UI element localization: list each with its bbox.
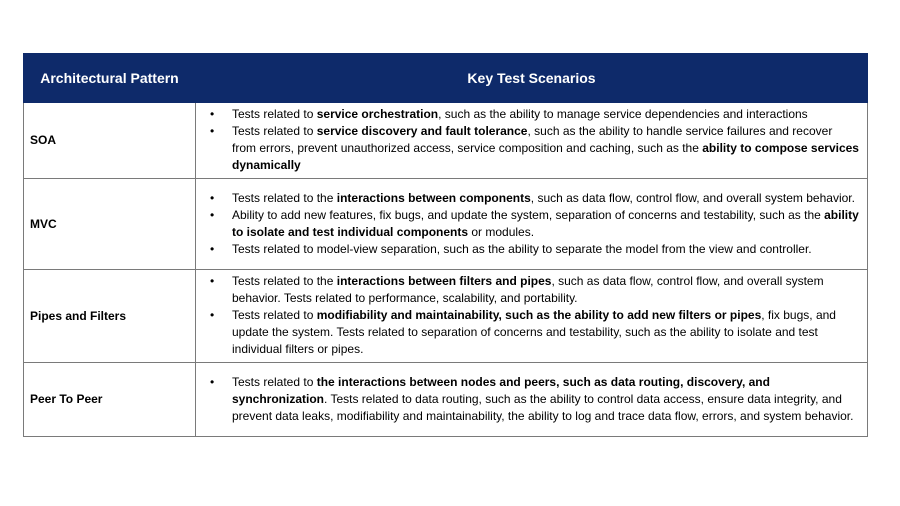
scenario-text: Tests related to the — [232, 274, 337, 288]
scenarios-cell — [196, 363, 868, 437]
scenarios-cell — [196, 270, 868, 363]
scenario-text: , fix bugs, and update the system. Tests related to separation of concerns and testability, such as the ability to isolate and test individual filters or pipes. — [232, 308, 836, 356]
scenario-text-bold: interactions between components — [336, 190, 531, 205]
scenario-text-bold: service orchestration — [316, 107, 439, 121]
scenario-text: Tests related to — [232, 374, 317, 389]
scenario-bullet — [196, 106, 859, 123]
table-row — [24, 179, 868, 270]
table-body — [24, 103, 868, 437]
scenario-text: Tests related to the — [232, 190, 337, 205]
pattern-test-table — [23, 53, 868, 437]
pattern-cell: Pipes and Filters — [24, 270, 196, 363]
scenario-bullet — [196, 307, 859, 358]
scenario-list — [196, 190, 859, 258]
table-row — [24, 103, 868, 179]
scenario-text: or modules. — [468, 224, 535, 239]
scenario-text: Ability to add new features, fix bugs, and update the system, separation of concerns and testability, such as the — [232, 207, 825, 222]
table-row — [24, 363, 868, 437]
table-header-row — [24, 54, 868, 103]
scenario-text-bold: modifiability and maintainability, such as the ability to add new filters or pipes — [316, 308, 762, 322]
scenario-bullet — [196, 190, 859, 207]
scenario-text: , such as the ability to handle service failures and recover from errors, prevent unauthorized access, service composition and caching, such as the — [232, 124, 833, 155]
scenario-bullet — [196, 374, 859, 425]
scenario-text-bold: the interactions between nodes and peers, such as data routing, discovery, and synchronization — [232, 374, 770, 406]
scenario-text: , such as the ability to manage service dependencies and interactions — [438, 107, 808, 121]
scenarios-cell — [196, 179, 868, 270]
scenario-text-bold: ability to compose services dynamically — [232, 141, 859, 172]
pattern-cell: Peer To Peer — [24, 363, 196, 437]
scenarios-cell — [196, 103, 868, 179]
scenario-text-bold: ability to isolate and test individual components — [232, 207, 859, 239]
scenario-text-bold: interactions between filters and pipes — [336, 274, 552, 288]
header-architectural-pattern: Architectural Pattern — [24, 54, 196, 103]
scenario-text: Tests related to — [232, 124, 317, 138]
scenario-text: . Tests related to data routing, such as the ability to control data access, ensure data integrity, and prevent data leaks, modifiability and maintainability, the ability to log and trace data flow, errors, and system behavior. — [232, 391, 854, 423]
header-key-test-scenarios: Key Test Scenarios — [196, 54, 868, 103]
scenario-bullet — [196, 241, 859, 258]
scenario-text: Tests related to — [232, 308, 317, 322]
scenario-list — [196, 273, 859, 358]
scenario-text: , such as data flow, control flow, and overall system behavior. — [530, 190, 855, 205]
scenario-text-bold: service discovery and fault tolerance — [316, 124, 528, 138]
scenario-text: Tests related to — [232, 107, 317, 121]
scenario-bullet — [196, 123, 859, 174]
scenario-bullet — [196, 207, 859, 241]
pattern-cell: SOA — [24, 103, 196, 179]
scenario-text: Tests related to model-view separation, such as the ability to separate the model from the view and controller. — [232, 241, 812, 256]
scenario-text: , such as data flow, control flow, and overall system behavior. Tests related to performance, scalability, and portability. — [232, 274, 824, 305]
table-row — [24, 270, 868, 363]
pattern-cell: MVC — [24, 179, 196, 270]
scenario-list — [196, 374, 859, 425]
scenario-bullet — [196, 273, 859, 307]
scenario-list — [196, 106, 859, 174]
